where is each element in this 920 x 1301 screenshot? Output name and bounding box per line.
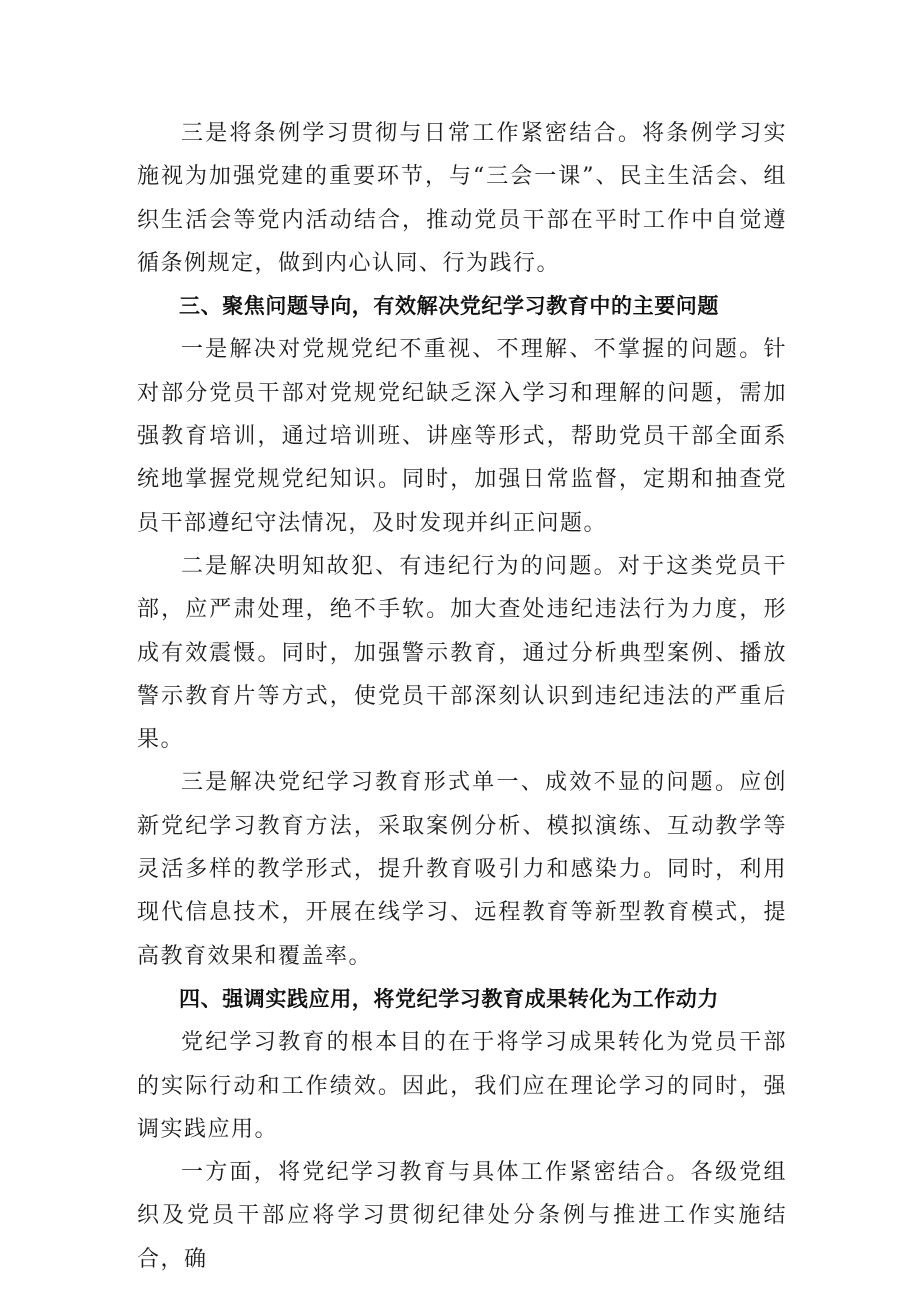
paragraph-daily-work-integration: 三是将条例学习贯彻与日常工作紧密结合。将条例学习实施视为加强党建的重要环节，与“三会一课”、民主生活会、组织生活会等党内活动结合，推动党员干部在平时工作中自觉遵循条例规定，做到内心认同、行为践行。 <box>137 121 787 276</box>
paragraph-practice-1: 一方面，将党纪学习教育与具体工作紧密结合。各级党组织及党员干部应将学习贯彻纪律处分条例与推进工作实施结合，确 <box>137 1160 787 1272</box>
document-body <box>137 112 787 1281</box>
paragraph-problem-1: 一是解决对党规党纪不重视、不理解、不掌握的问题。针对部分党员干部对党规党纪缺乏深入学习和理解的问题，需加强教育培训，通过培训班、讲座等形式，帮助党员干部全面系统地掌握党规党纪知识。同时，加强日常监督，定期和抽查党员干部遵纪守法情况，及时发现并纠正问题。 <box>137 337 787 536</box>
paragraph-problem-3: 三是解决党纪学习教育形式单一、成效不显的问题。应创新党纪学习教育方法，采取案例分析、模拟演练、互动教学等灵活多样的教学形式，提升教育吸引力和感染力。同时，利用现代信息技术，开展在线学习、远程教育等新型教育模式，提高教育效果和覆盖率。 <box>137 770 787 969</box>
section-heading-4: 四、强调实践应用，将党纪学习教育成果转化为工作动力 <box>179 986 719 1011</box>
paragraph-problem-2: 二是解决明知故犯、有违纪行为的问题。对于这类党员干部，应严肃处理，绝不手软。加大查处违纪违法行为力度，形成有效震慑。同时，加强警示教育，通过分析典型案例、播放警示教育片等方式，使党员干部深刻认识到违纪违法的严重后果。 <box>137 553 787 753</box>
paragraph-practice-intro: 党纪学习教育的根本目的在于将学习成果转化为党员干部的实际行动和工作绩效。因此，我们应在理论学习的同时，强调实践应用。 <box>137 1030 787 1142</box>
section-heading-3: 三、聚焦问题导向，有效解决党纪学习教育中的主要问题 <box>179 294 719 319</box>
